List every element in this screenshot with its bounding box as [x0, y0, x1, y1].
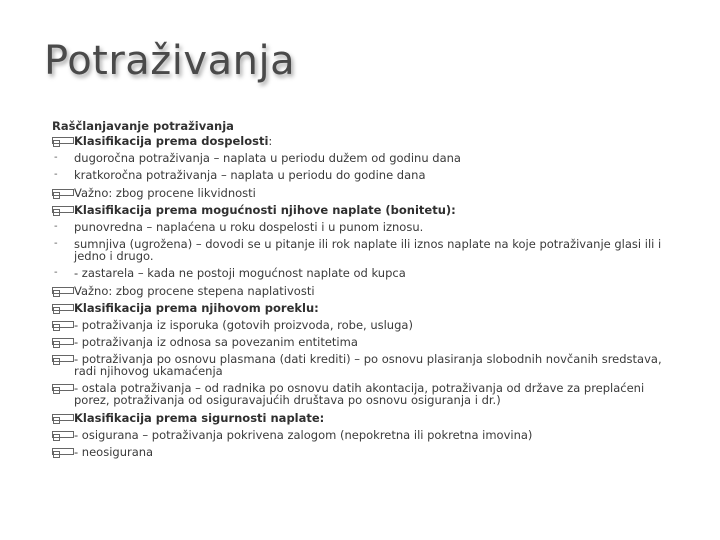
list-item-bold-text: Klasifikacija prema dospelosti: [74, 134, 269, 148]
list-item: [52, 285, 672, 297]
list-item-text: [74, 429, 672, 441]
list-item-text: [74, 267, 672, 279]
checkbox-bullet-icon: [52, 414, 74, 421]
list-item-text: [74, 169, 672, 181]
dash-bullet-icon: -: [54, 267, 58, 279]
dash-bullet-icon: -: [54, 238, 58, 250]
list-item: [52, 152, 672, 164]
checkbox-bullet-icon: [52, 384, 74, 391]
list-item: [52, 382, 672, 406]
list-item-plain-text: - zastarela – kada ne postoji mogućnost naplate od kupca: [74, 266, 406, 281]
list-item-text: [74, 319, 672, 331]
list-item-text: [74, 336, 672, 348]
list-item: [52, 204, 672, 216]
list-item: [52, 221, 672, 233]
list-item-plain-text: Važno: zbog procene stepena naplativosti: [74, 283, 315, 298]
list-item: [52, 267, 672, 279]
list-item-text: [74, 285, 672, 297]
checkbox-bullet-icon: [52, 338, 74, 345]
checkbox-bullet-icon: [52, 287, 74, 294]
checkbox-bullet-icon: [52, 304, 74, 311]
list-item-bold-text: Klasifikacija prema sigurnosti naplate:: [74, 410, 325, 425]
list-item-plain-text: :: [268, 134, 273, 148]
list-item-text: [74, 135, 672, 147]
list-item: [52, 238, 672, 262]
list-item-plain-text: kratkoročna potraživanja – naplata u periodu do godine dana: [74, 168, 426, 183]
list-item: [52, 429, 672, 441]
list-item-text: [74, 446, 672, 458]
list-item-text: [74, 187, 672, 199]
list-item-plain-text: punovredna – naplaćena u roku dospelosti i u punom iznosu.: [74, 219, 424, 234]
list-item-plain-text: - ostala potraživanja – od radnika po osnovu datih akontacija, potraživanja od države za preplaćeni porez, potraživanja od osiguravajućih društava po osnovu osiguranja i dr.): [74, 381, 645, 408]
bullet-list: [52, 135, 672, 458]
checkbox-bullet-icon: [52, 206, 74, 213]
list-item-text: [74, 412, 672, 424]
list-item-text: [74, 221, 672, 233]
list-item-text: [74, 353, 672, 377]
dash-bullet-icon: -: [54, 152, 58, 164]
list-item-text: [74, 204, 672, 216]
list-item: [52, 187, 672, 199]
list-item-plain-text: sumnjiva (ugrožena) – dovodi se u pitanje ili rok naplate ili iznos naplate na koje potraživanje glasi ili i jedno i drugo.: [74, 237, 662, 264]
list-item: [52, 135, 672, 147]
checkbox-bullet-icon: [52, 431, 74, 438]
checkbox-bullet-icon: [52, 137, 74, 144]
checkbox-bullet-icon: [52, 189, 74, 196]
list-item: [52, 446, 672, 458]
list-item: [52, 169, 672, 181]
list-item: [52, 302, 672, 314]
list-item-bold-text: Klasifikacija prema njihovom poreklu:: [74, 300, 319, 315]
checkbox-bullet-icon: [52, 448, 74, 455]
list-item: [52, 353, 672, 377]
list-item-text: [74, 302, 672, 314]
list-item: [52, 319, 672, 331]
list-item: [52, 336, 672, 348]
list-item-bold-text: Klasifikacija prema mogućnosti njihove naplate (bonitetu):: [74, 202, 456, 217]
list-item-text: [74, 238, 672, 262]
list-item-plain-text: - neosigurana: [74, 445, 154, 459]
list-item-plain-text: Važno: zbog procene likvidnosti: [74, 185, 256, 200]
list-item-plain-text: - potraživanja iz isporuka (gotovih proizvoda, robe, usluga): [74, 317, 413, 332]
section-heading: Raščlanjavanje potraživanja: [52, 119, 234, 133]
list-item-plain-text: dugoročna potraživanja – naplata u periodu dužem od godinu dana: [74, 151, 461, 166]
list-item-text: [74, 152, 672, 164]
list-item-plain-text: - potraživanja po osnovu plasmana (dati krediti) – po osnovu plasiranja slobodnih novčanih sredstava, radi njihovog ukamaćenja: [74, 352, 662, 379]
slide-content: [52, 119, 672, 463]
checkbox-bullet-icon: [52, 355, 74, 362]
dash-bullet-icon: -: [54, 169, 58, 181]
list-item-plain-text: - potraživanja iz odnosa sa povezanim entitetima: [74, 335, 358, 350]
list-item: [52, 412, 672, 424]
list-item-text: [74, 382, 672, 406]
slide-title: Potraživanja: [44, 38, 296, 84]
dash-bullet-icon: -: [54, 220, 58, 232]
list-item-plain-text: - osigurana – potraživanja pokrivena zalogom (nepokretna ili pokretna imovina): [74, 427, 533, 442]
checkbox-bullet-icon: [52, 321, 74, 328]
